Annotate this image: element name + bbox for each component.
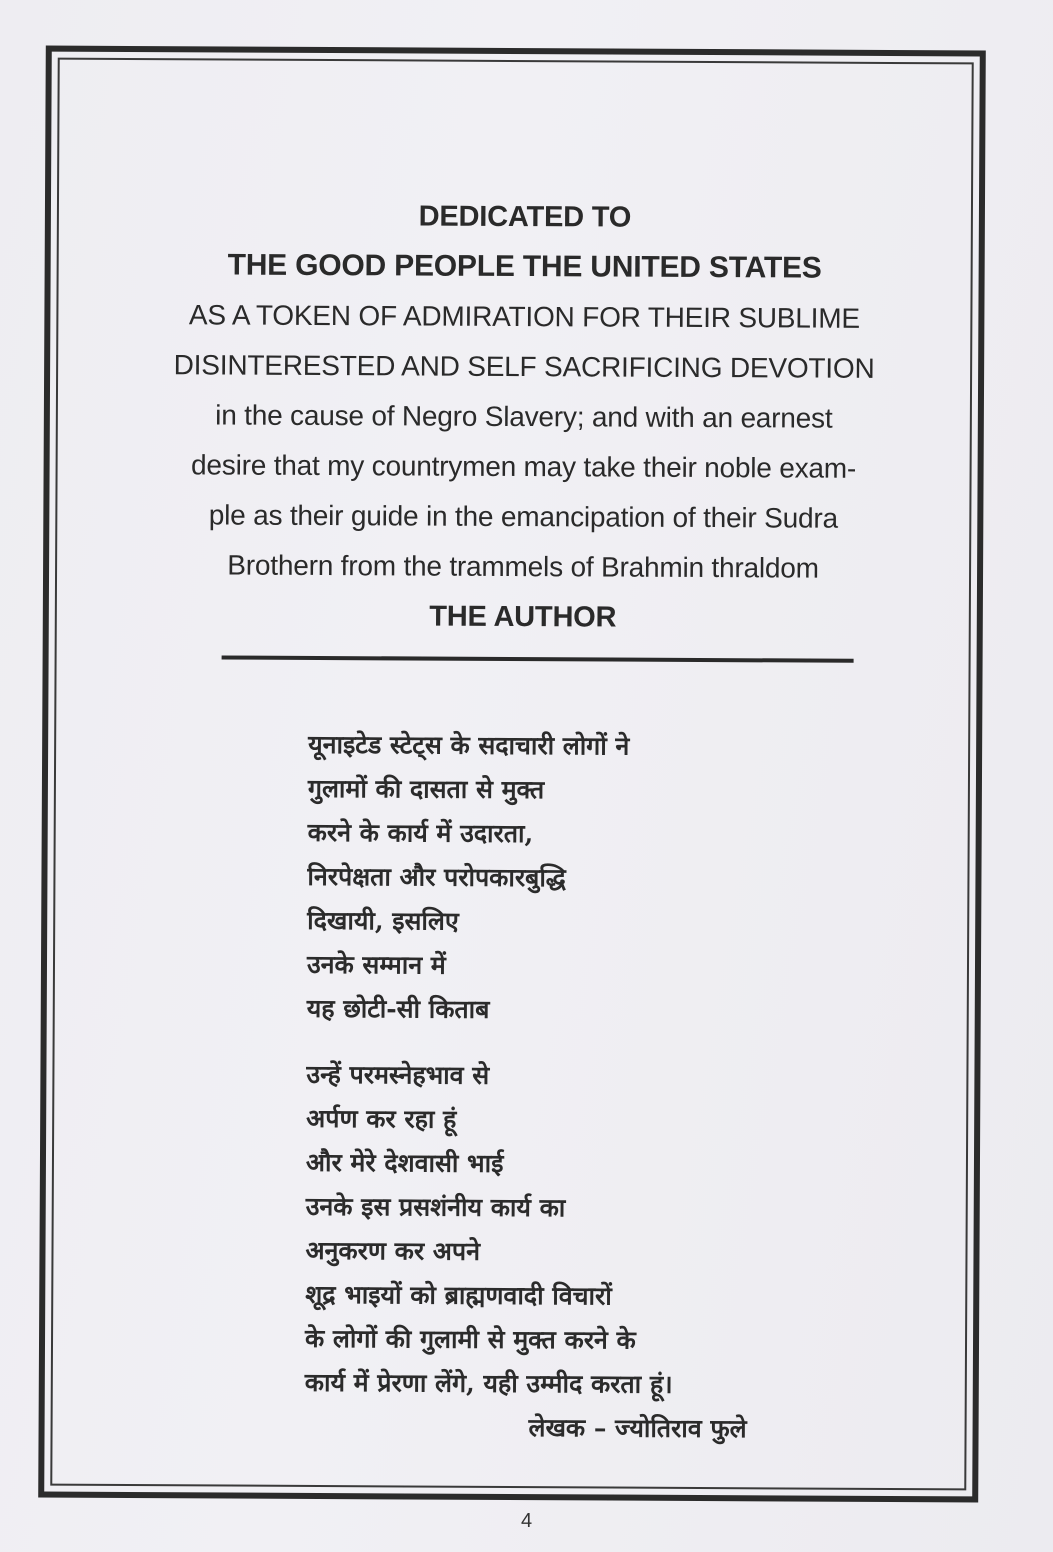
hindi-line: अनुकरण कर अपने	[305, 1235, 481, 1266]
hindi-line: करने के कार्य में उदारता,	[307, 817, 534, 849]
hindi-line: उनके सम्मान में	[306, 949, 446, 980]
dedication-line: ple as their guide in the emancipation of their Sudra	[208, 499, 838, 534]
hindi-line: दिखायी, इसलिए	[307, 905, 459, 936]
dedication-subheading: THE GOOD PEOPLE THE UNITED STATES	[227, 248, 822, 285]
hindi-line: उनके इस प्रसशंनीय कार्य का	[305, 1191, 566, 1223]
hindi-line: यह छोटी-सी किताब	[306, 993, 490, 1024]
hindi-line: उन्हें परमस्नेहभाव से	[306, 1059, 490, 1090]
english-dedication	[117, 190, 931, 644]
dedication-line: AS A TOKEN OF ADMIRATION FOR THEIR SUBLIME	[188, 299, 860, 334]
dedication-line: in the cause of Negro Slavery; and with an earnest	[215, 399, 833, 434]
dedication-heading: DEDICATED TO	[418, 200, 632, 234]
hindi-line: निरपेक्षता और परोपकारबुद्धि	[307, 861, 566, 893]
hindi-dedication	[304, 723, 908, 1452]
dedication-signature: THE AUTHOR	[429, 600, 617, 634]
page-border-inner	[50, 58, 973, 1491]
hindi-line: यूनाइटेड स्टेट्स के सदाचारी लोगों ने	[308, 729, 630, 761]
page-border-outer	[38, 46, 986, 1503]
hindi-line: शूद्र भाइयों को ब्राह्मणवादी विचारों	[305, 1279, 612, 1311]
hindi-signature: लेखक – ज्योतिराव फुले	[528, 1413, 747, 1444]
hindi-line: के लोगों की गुलामी से मुक्त करने के	[304, 1323, 636, 1355]
dedication-line: Brothern from the trammels of Brahmin thraldom	[227, 549, 819, 584]
dedication-line: DISINTERESTED AND SELF SACRIFICING DEVOTION	[173, 349, 875, 384]
hindi-line: गुलामों की दासता से मुक्त	[307, 773, 545, 805]
page-number: 4	[520, 1510, 533, 1532]
hindi-line: अर्पण कर रहा हूं	[306, 1103, 457, 1134]
dedication-line: desire that my countrymen may take their noble exam-	[191, 449, 857, 484]
hindi-line: कार्य में प्रेरणा लेंगे, यही उम्मीद करता हूं।	[304, 1367, 673, 1399]
section-divider	[222, 655, 854, 662]
stanza-gap	[307, 1031, 907, 1056]
hindi-line: और मेरे देशवासी भाई	[305, 1147, 504, 1178]
